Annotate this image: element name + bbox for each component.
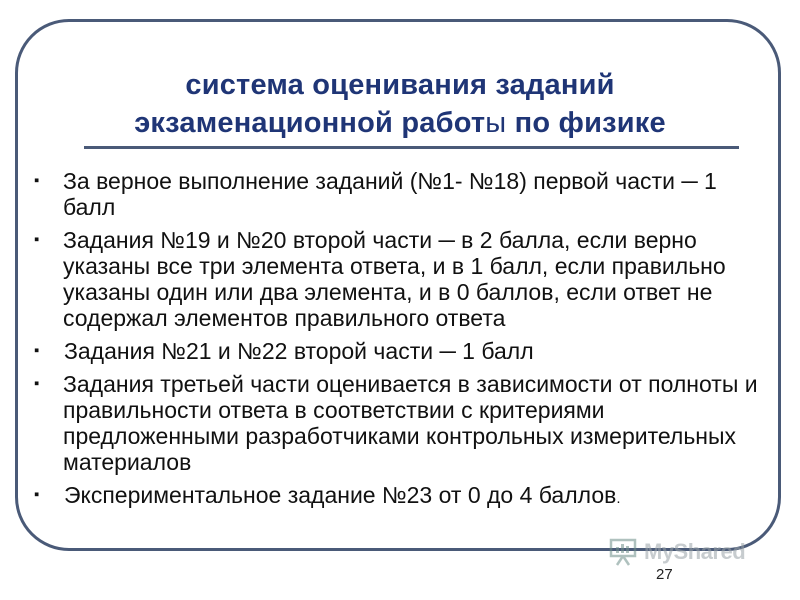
list-item	[32, 371, 767, 475]
list-item	[32, 482, 767, 512]
scoring-list	[32, 168, 767, 519]
list-item	[32, 168, 767, 220]
bullet-icon: ▪	[34, 231, 40, 248]
bullet-icon: ▪	[34, 342, 40, 359]
title-line-2-thin: ы	[485, 107, 507, 139]
list-item-period: .	[616, 490, 621, 507]
bullet-icon: ▪	[34, 375, 40, 392]
bullet-icon: ▪	[34, 486, 40, 503]
title-underline	[84, 146, 739, 149]
watermark-brand: MyShared	[644, 539, 746, 564]
list-item-text: Задания №21 и №22 второй части ─ 1 балл	[64, 338, 534, 364]
title-line-2-bold: экзаменационной работ	[134, 107, 486, 139]
list-item-text: За верное выполнение заданий (№1- №18) первой части ─ 1 балл	[63, 168, 717, 220]
title-line-2-end: по физике	[506, 107, 666, 139]
list-item	[32, 338, 767, 364]
list-item-text: Задания №19 и №20 второй части ─ в 2 балла, если верно указаны все три элемента ответа, и в 1 балл, если правильно указаны один или два элемента, и в 0 баллов, если ответ не содержал элементов правильного ответа	[63, 227, 726, 331]
presentation-board-icon	[608, 537, 640, 567]
slide-title	[40, 66, 760, 142]
list-item-text: Задания третьей части оценивается в зависимости от полноты и правильности ответа в соответствии с критериями предложенными разработчиками контрольных измерительных материалов	[63, 371, 758, 475]
page-number: 27	[656, 566, 673, 583]
title-line-1: система оценивания заданий	[185, 69, 615, 101]
myshared-watermark	[608, 535, 745, 569]
list-item	[32, 227, 767, 331]
bullet-icon: ▪	[34, 172, 40, 189]
list-item-text: Экспериментальное задание №23 от 0 до 4 баллов	[64, 482, 617, 508]
